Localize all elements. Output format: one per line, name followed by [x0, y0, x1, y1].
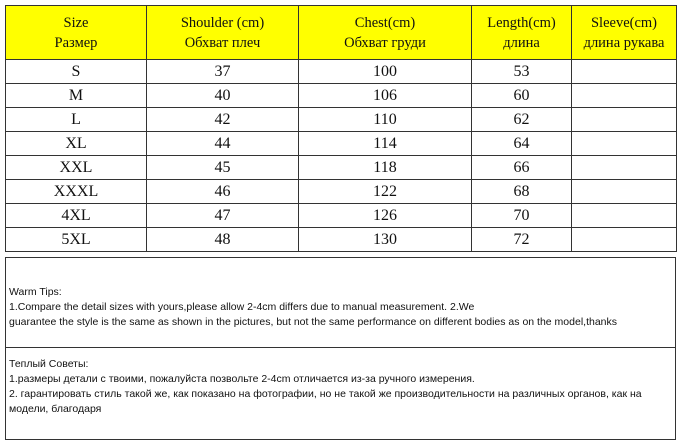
tips-en-line1: 1.Compare the detail sizes with yours,please allow 2-4cm differs due to manual measurement.	[9, 301, 448, 313]
header-shoulder	[147, 6, 299, 60]
table-row	[6, 156, 677, 180]
size-cell: XXXL	[6, 180, 147, 204]
size-cell: XXL	[6, 156, 147, 180]
header-shoulder-ru: Обхват плеч	[184, 34, 261, 51]
header-sleeve	[572, 6, 677, 60]
length-cell: 64	[472, 132, 572, 156]
header-length	[472, 6, 572, 60]
header-sleeve-ru: длина рукава	[583, 34, 665, 51]
size-cell: L	[6, 108, 147, 132]
size-cell: XL	[6, 132, 147, 156]
length-cell: 70	[472, 204, 572, 228]
chest-cell: 126	[299, 204, 472, 228]
chest-cell: 110	[299, 108, 472, 132]
length-cell: 62	[472, 108, 572, 132]
sleeve-cell	[572, 60, 677, 84]
sleeve-cell	[572, 84, 677, 108]
shoulder-cell: 47	[147, 204, 299, 228]
chest-cell: 114	[299, 132, 472, 156]
chest-cell: 130	[299, 228, 472, 252]
header-chest	[299, 6, 472, 60]
header-chest-en: Chest(cm)	[354, 14, 416, 31]
shoulder-cell: 48	[147, 228, 299, 252]
chest-cell: 122	[299, 180, 472, 204]
size-table	[5, 5, 677, 252]
size-cell: 4XL	[6, 204, 147, 228]
tips-ru-line2: 2. гарантировать стиль такой же, как показано на фотографии, но не такой же производительности на различных органов, как на модели, благодаря	[9, 388, 642, 415]
length-cell: 72	[472, 228, 572, 252]
sleeve-cell	[572, 156, 677, 180]
header-shoulder-en: Shoulder (cm)	[180, 14, 265, 31]
sleeve-cell	[572, 132, 677, 156]
header-sleeve-en: Sleeve(cm)	[590, 14, 658, 31]
table-row	[6, 204, 677, 228]
sleeve-cell	[572, 228, 677, 252]
table-row	[6, 132, 677, 156]
shoulder-cell: 42	[147, 108, 299, 132]
size-cell: M	[6, 84, 147, 108]
header-size-ru: Размер	[54, 34, 98, 51]
sleeve-cell	[572, 180, 677, 204]
size-chart	[5, 5, 676, 440]
header-length-en: Length(cm)	[487, 14, 556, 31]
header-chest-ru: Обхват груди	[344, 34, 426, 51]
tips-ru-title: Теплый Советы:	[9, 358, 89, 370]
table-row	[6, 84, 677, 108]
table-row	[6, 228, 677, 252]
shoulder-cell: 37	[147, 60, 299, 84]
size-cell: 5XL	[6, 228, 147, 252]
header-size-en: Size	[63, 14, 89, 31]
header-size	[6, 6, 147, 60]
table-row	[6, 60, 677, 84]
tips-ru-line1: 1.размеры детали с твоими, пожалуйста позвольте 2-4cm отличается из-за ручного измерения.	[9, 373, 475, 385]
length-cell: 68	[472, 180, 572, 204]
shoulder-cell: 40	[147, 84, 299, 108]
tips-en-line2: guarantee the style is the same as shown in the pictures, but not the same performance on different bodies as on the model,thanks	[9, 316, 618, 328]
size-cell: S	[6, 60, 147, 84]
shoulder-cell: 45	[147, 156, 299, 180]
chest-cell: 118	[299, 156, 472, 180]
length-cell: 53	[472, 60, 572, 84]
length-cell: 66	[472, 156, 572, 180]
table-row	[6, 108, 677, 132]
sleeve-cell	[572, 204, 677, 228]
tips-en-title: Warm Tips:	[9, 286, 62, 298]
warm-tips-en	[5, 257, 676, 348]
header-row	[6, 6, 677, 60]
header-length-ru: длина	[503, 34, 540, 51]
table-row	[6, 180, 677, 204]
chest-cell: 100	[299, 60, 472, 84]
tips-en-line1-wrap	[9, 300, 672, 315]
tips-en-line1-tail: 2.We	[450, 301, 475, 313]
chest-cell: 106	[299, 84, 472, 108]
sleeve-cell	[572, 108, 677, 132]
warm-tips-ru	[5, 348, 676, 440]
length-cell: 60	[472, 84, 572, 108]
shoulder-cell: 46	[147, 180, 299, 204]
shoulder-cell: 44	[147, 132, 299, 156]
